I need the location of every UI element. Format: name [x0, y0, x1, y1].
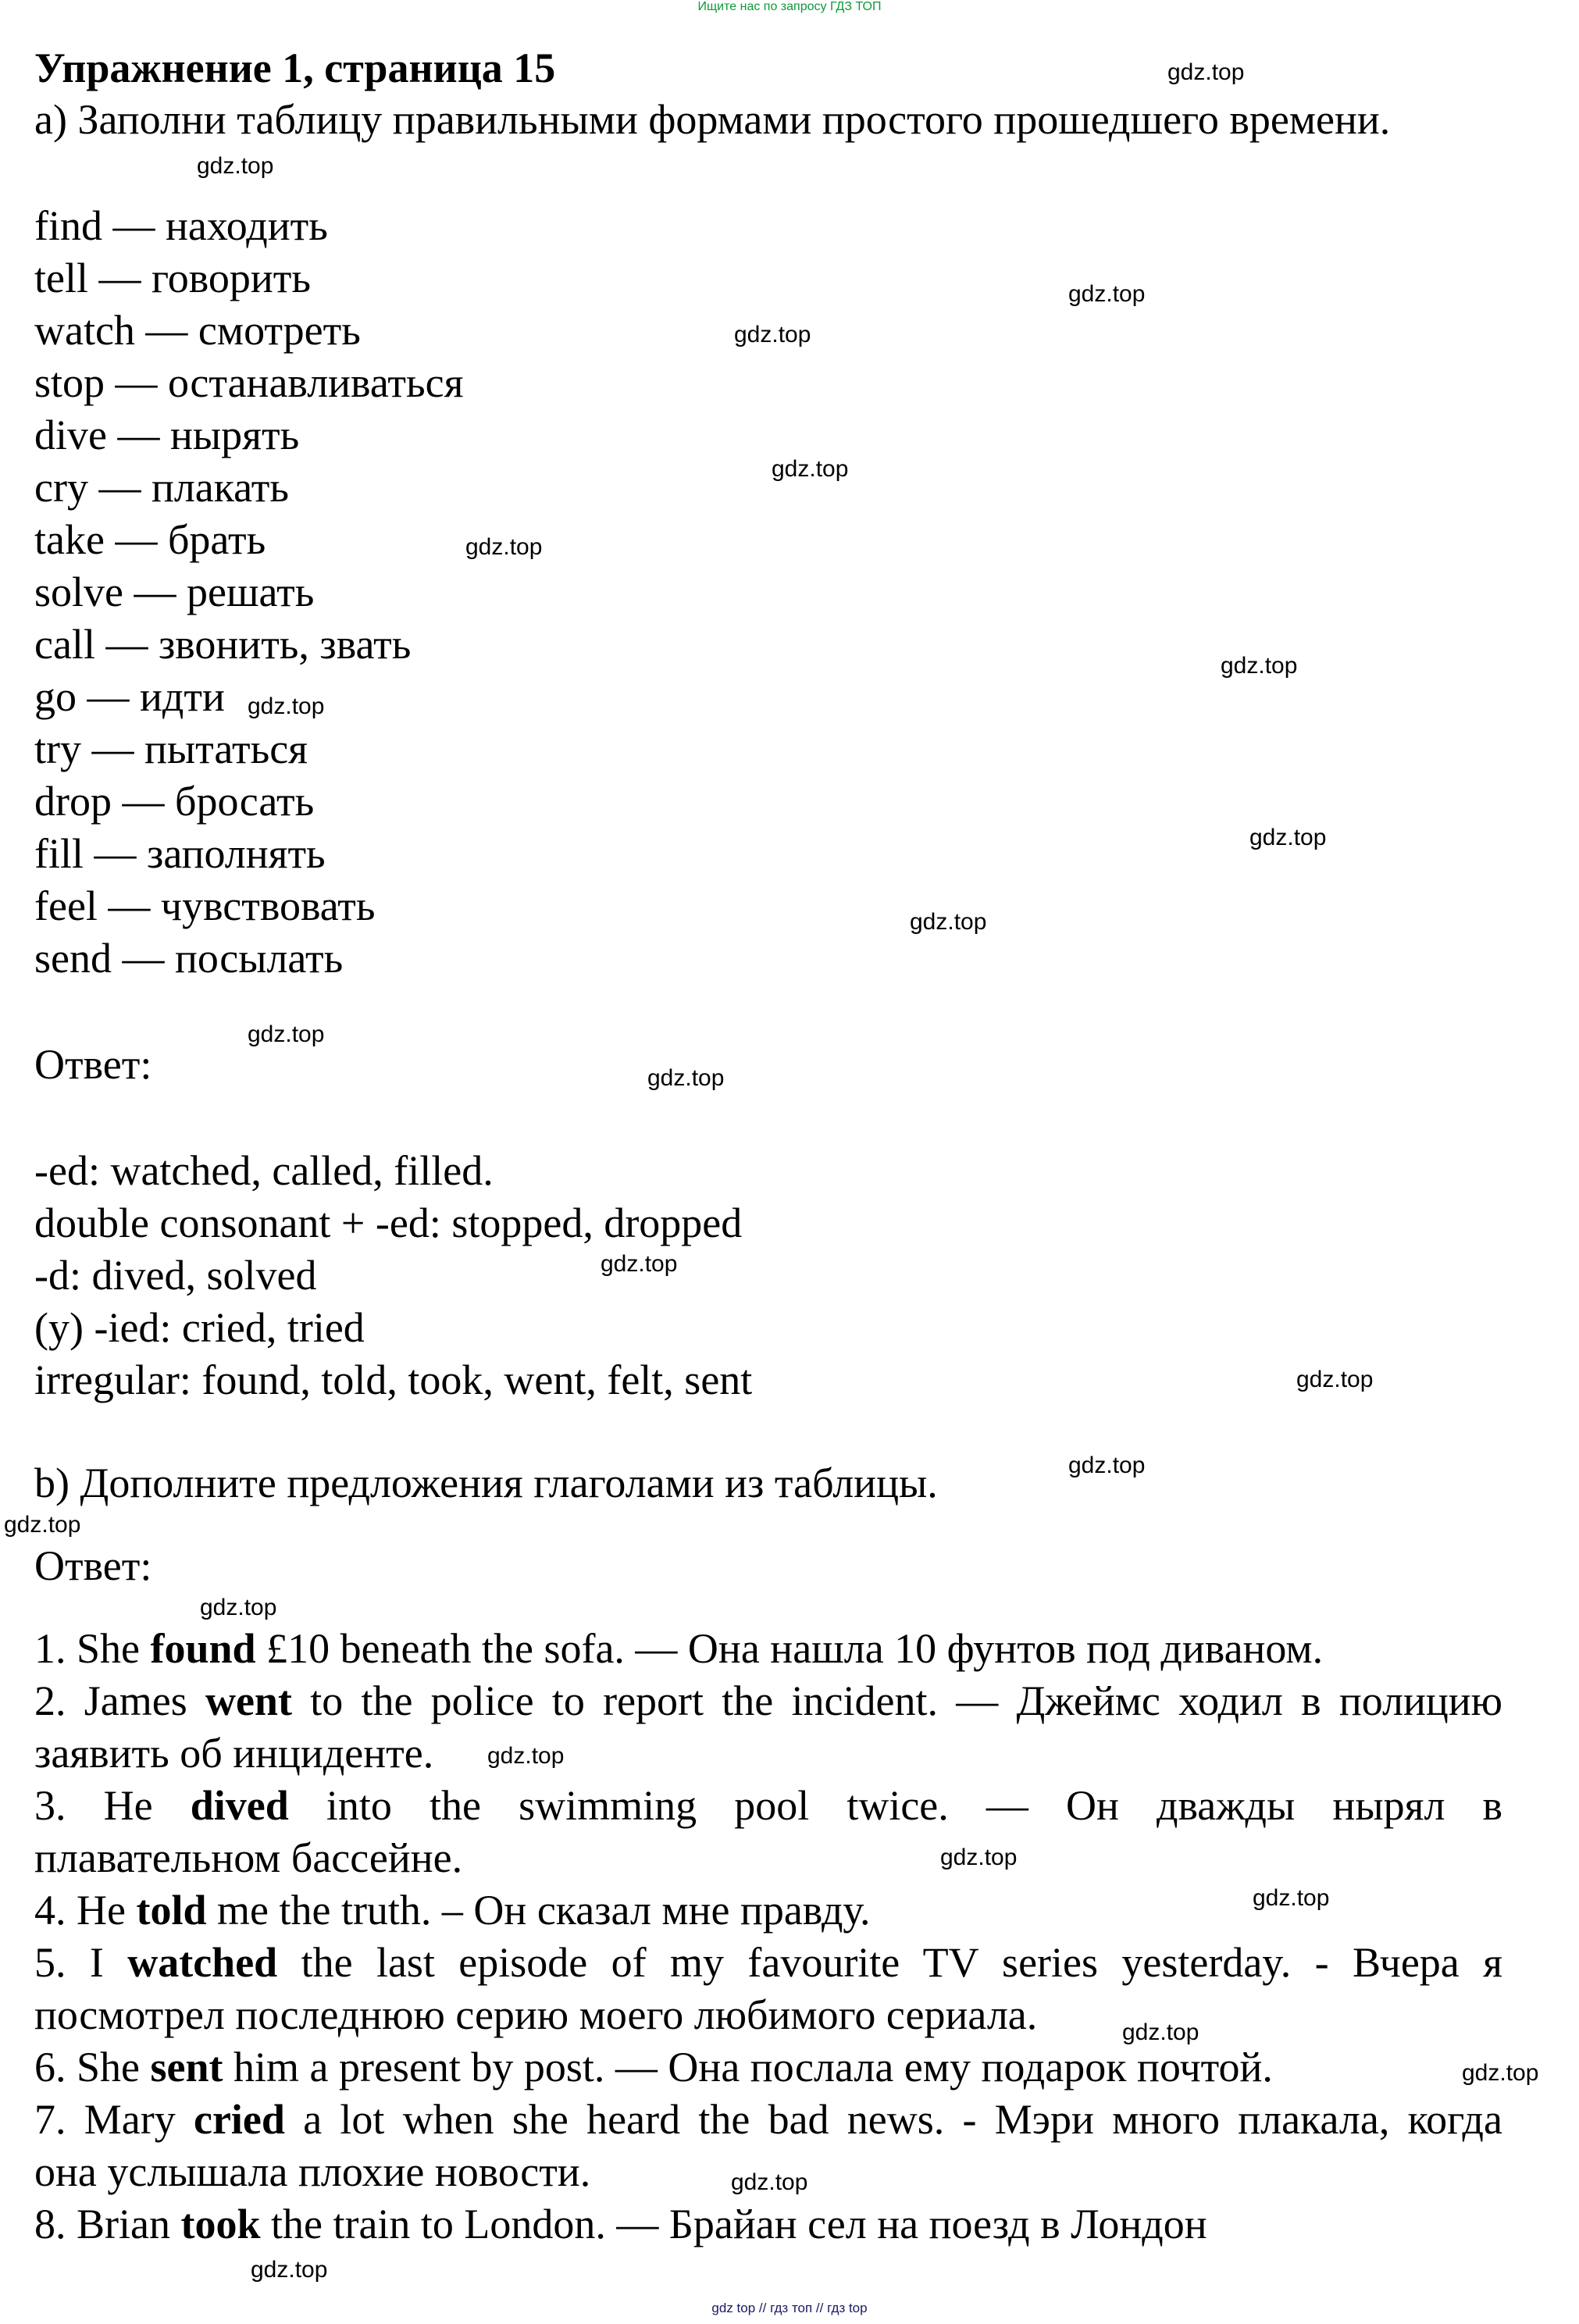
sentence-continuation: заявить об инциденте.	[34, 1730, 434, 1777]
rule-line: irregular: found, told, took, went, felt, sent	[34, 1356, 753, 1403]
vocab-item: cry — плакать	[34, 464, 289, 511]
answer-verb: cried	[193, 2096, 285, 2143]
vocab-item: take — брать	[34, 516, 266, 563]
vocab-item: go — идти	[34, 673, 225, 720]
vocab-item: solve — решать	[34, 569, 315, 615]
watermark: gdz.top	[1296, 1367, 1374, 1392]
vocab-item: drop — бросать	[34, 778, 315, 825]
vocab-item: tell — говорить	[34, 255, 312, 301]
watermark: gdz.top	[647, 1065, 725, 1091]
watermark: gdz.top	[731, 2169, 808, 2195]
answer-label: Ответ:	[34, 1542, 152, 1589]
vocab-item: dive — нырять	[34, 412, 300, 458]
top-banner[interactable]: Ищите нас по запросу ГДЗ ТОП	[697, 0, 882, 13]
vocab-item: send — посылать	[34, 935, 344, 982]
vocab-item: stop — останавливаться	[34, 359, 464, 406]
sentence-line: 7. Mary cried a lot when she heard the bad news. - Мэри много плакала, когда	[34, 2096, 1502, 2143]
rule-line: -ed: watched, called, filled.	[34, 1147, 494, 1194]
watermark: gdz.top	[248, 1021, 325, 1047]
sentence-line: 2. James went to the police to report the incident. — Джеймс ходил в полицию	[34, 1677, 1502, 1724]
watermark: gdz.top	[1221, 653, 1298, 679]
answer-verb: found	[150, 1625, 256, 1672]
answer-verb: went	[205, 1677, 292, 1724]
answer-verb: took	[180, 2201, 261, 2247]
watermark: gdz.top	[1253, 1885, 1330, 1911]
watermark: gdz.top	[200, 1595, 277, 1620]
sentence-line: 3. He dived into the swimming pool twice. — Он дважды нырял в	[34, 1782, 1503, 1829]
task-a-instruction: а) Заполни таблицу правильными формами простого прошедшего времени.	[34, 96, 1391, 143]
watermark: gdz.top	[734, 322, 811, 348]
vocab-item: fill — заполнять	[34, 830, 326, 877]
watermark: gdz.top	[251, 2257, 328, 2283]
rule-line: -d: dived, solved	[34, 1252, 317, 1299]
sentence-line: 5. I watched the last episode of my favourite TV series yesterday. - Вчера я	[34, 1939, 1502, 1986]
vocab-item: try — пытаться	[34, 725, 308, 772]
watermark: gdz.top	[197, 153, 274, 179]
watermark: gdz.top	[248, 693, 325, 719]
rule-line: double consonant + -ed: stopped, dropped	[34, 1199, 743, 1246]
sentence-continuation: посмотрел последнюю серию моего любимого сериала.	[34, 1991, 1038, 2038]
vocab-item: feel — чувствовать	[34, 882, 376, 929]
sentence-continuation: плавательном бассейне.	[34, 1834, 463, 1881]
sentence-line: 4. He told me the truth. – Он сказал мне правду.	[34, 1887, 871, 1934]
watermark: gdz.top	[1122, 2019, 1199, 2045]
sentence-line: 8. Brian took the train to London. — Брайан сел на поезд в Лондон	[34, 2201, 1207, 2247]
vocab-item: watch — смотреть	[34, 307, 361, 354]
watermark: gdz.top	[465, 534, 543, 560]
task-b-instruction: b) Дополните предложения глаголами из таблицы.	[34, 1460, 938, 1506]
watermark: gdz.top	[910, 909, 987, 935]
answer-verb: dived	[190, 1782, 289, 1829]
watermark: gdz.top	[940, 1845, 1018, 1870]
watermark: gdz.top	[1068, 1452, 1146, 1478]
watermark: gdz.top	[1462, 2060, 1539, 2086]
exercise-title: Упражнение 1, страница 15	[34, 45, 556, 91]
answer-verb: told	[136, 1887, 207, 1934]
watermark: gdz.top	[1167, 59, 1245, 85]
vocab-item: call — звонить, звать	[34, 621, 412, 668]
watermark: gdz.top	[487, 1743, 565, 1769]
footer-links[interactable]: gdz top // гдз топ // гдз top	[711, 2301, 868, 2315]
rule-line: (y) -ied: cried, tried	[34, 1304, 365, 1351]
answer-verb: sent	[150, 2044, 223, 2091]
watermark: gdz.top	[1249, 825, 1327, 850]
sentence-line: 1. She found £10 beneath the sofa. — Она нашла 10 фунтов под диваном.	[34, 1625, 1324, 1672]
answer-verb: watched	[127, 1939, 278, 1986]
watermark: gdz.top	[1068, 281, 1146, 307]
answer-label: Ответ:	[34, 1041, 152, 1088]
vocab-item: find — находить	[34, 202, 328, 249]
watermark: gdz.top	[772, 456, 849, 482]
watermark: gdz.top	[4, 1512, 81, 1538]
watermark: gdz.top	[601, 1251, 678, 1277]
sentence-continuation: она услышала плохие новости.	[34, 2148, 591, 2195]
sentence-line: 6. She sent him a present by post. — Она послала ему подарок почтой.	[34, 2044, 1273, 2091]
